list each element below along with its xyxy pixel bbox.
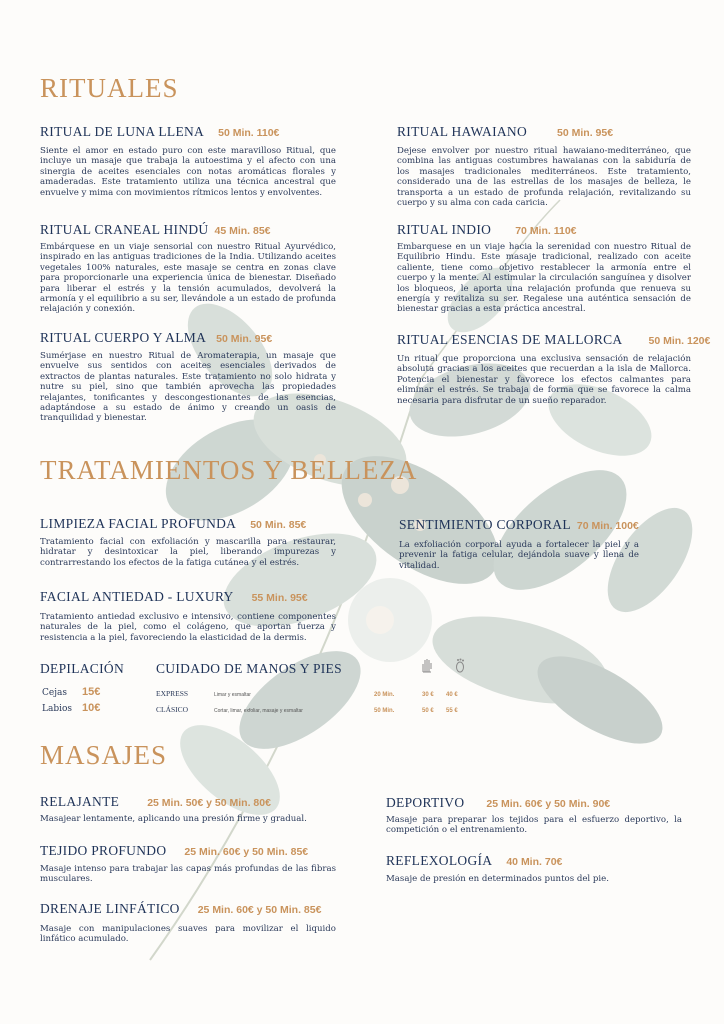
ritual-luna-heading bbox=[40, 121, 279, 140]
drenaje-heading bbox=[40, 898, 321, 917]
ritual-indio-price: 70 Min. 110€ bbox=[515, 225, 577, 237]
antiedad-heading bbox=[40, 586, 308, 605]
drenaje-desc: Masaje con manipulaciones suaves para movilizar el liquido linfático acumulado. bbox=[40, 924, 336, 945]
manos-title: CUIDADO DE MANOS Y PIES bbox=[156, 661, 342, 676]
depilacion-title: DEPILACIÓN bbox=[40, 661, 124, 676]
drenaje-price: 25 Min. 60€ y 50 Min. 85€ bbox=[197, 904, 322, 916]
sentimiento-price: 70 Min. 100€ bbox=[576, 520, 639, 532]
relajante-title: RELAJANTE bbox=[40, 794, 120, 809]
ritual-esencias-desc: Un ritual que proporciona una exclusiva sensación de relajación absoluta gracias a los aceites que recuerdan a la isla de Mallorca. Potencia el bienestar y favorece los efectos calmantes para eliminar el estrés. Se trabaja de forma que se favorece la calma necesaria para disfrutar de un sueño reparador. bbox=[397, 354, 691, 406]
ritual-esencias-price: 50 Min. 120€ bbox=[648, 335, 711, 347]
reflexologia-title: REFLEXOLOGÍA bbox=[386, 853, 493, 868]
rituales-title: RITUALES bbox=[40, 73, 179, 103]
limpieza-desc: Tratamiento facial con exfoliación y mascarilla para restaurar, hidratar y desintoxicar la piel, liberando impurezas y contrarrestando los efectos de la fatiga cutánea y el estrés. bbox=[40, 537, 336, 568]
manos-service-name: EXPRESS bbox=[156, 689, 189, 698]
deportivo-title: DEPORTIVO bbox=[386, 795, 465, 810]
ritual-cuerpo-desc: Sumérjase en nuestro Ritual de Aromaterapia, un masaje que envuelve sus sentidos con aceites esenciales derivados de extractos de plantas naturales. Este tratamiento no solo hidrata y nutre su piel, sino que también aprovecha las propiedades relajantes, tonificantes y descongestionantes de las esencias, adaptándose a su estado de ánimo y creando un oasis de tranquilidad y bienestar. bbox=[40, 351, 336, 424]
ritual-indio-desc: Embarquese en un viaje hacia la serenidad con nuestro Ritual de Equilibrio Hindu. Este masaje tradicional, realizado con aceite caliente, tiene como objetivo restablecer la armonía entre el cuerpo y la mente. Al estimular la circulación sanguínea y disolver los bloqueos, le aporta una relajación profunda que renueva su energía y revitaliza su ser. Regalese una auténtica sensación de bienestar gracias a esta práctica ancestral. bbox=[397, 242, 691, 315]
depilacion-label: Cejas bbox=[42, 688, 67, 698]
deportivo-heading bbox=[386, 792, 610, 811]
sentimiento-heading bbox=[399, 514, 639, 533]
ritual-luna-price: 50 Min. 110€ bbox=[218, 127, 280, 139]
tratamientos-title: TRATAMIENTOS Y BELLEZA bbox=[40, 455, 418, 485]
ritual-hawaiano-title: RITUAL HAWAIANO bbox=[397, 124, 528, 139]
ritual-luna-title: RITUAL DE LUNA LLENA bbox=[40, 124, 205, 139]
manos-feet-price: 40 € bbox=[446, 692, 458, 698]
ritual-luna-desc: Siente el amor en estado puro con este maravilloso Ritual, que incluye un masaje que trabaja la autoestima y el afecto con una sinergia de aceites esenciales con notas aromáticas florales y amaderadas. Este tratamiento utiliza una técnica ancestral que envuelve y mima con movimientos rítmicos lentos y envolventes. bbox=[40, 146, 336, 198]
manos-service-detail: Limar y esmaltar bbox=[214, 692, 251, 698]
ritual-hawaiano-price: 50 Min. 95€ bbox=[557, 127, 614, 139]
ritual-hawaiano-desc: Dejese envolver por nuestro ritual hawaiano-mediterráneo, que combina las antiguas costumbres hawaianas con la sabiduría de los masajes tradicionales mediterráneos. Este tratamiento, considerado una de las estrellas de los masajes de belleza, le transporta a un estado de profunda relajación, revitalizando su cuerpo y su alma con cada caricia. bbox=[397, 146, 691, 209]
ritual-cuerpo-heading bbox=[40, 327, 272, 346]
tejido-desc: Masaje intenso para trabajar las capas más profundas de las fibras musculares. bbox=[40, 864, 336, 885]
depilacion-price: 10€ bbox=[82, 702, 101, 714]
sentimiento-title: SENTIMIENTO CORPORAL bbox=[399, 517, 571, 532]
ritual-indio-title: RITUAL INDIO bbox=[397, 222, 492, 237]
relajante-heading bbox=[40, 791, 271, 810]
manos-service-name: CLÁSICO bbox=[156, 705, 189, 714]
ritual-craneal-title: RITUAL CRANEAL HINDÚ bbox=[40, 222, 209, 237]
manos-feet-price: 55 € bbox=[446, 708, 458, 714]
manos-row bbox=[156, 697, 476, 716]
limpieza-price: 50 Min. 85€ bbox=[250, 519, 307, 531]
manos-hands-price: 30 € bbox=[422, 692, 434, 698]
deportivo-desc: Masaje para preparar los tejidos para el esfuerzo deportivo, la competición o el entrenamiento. bbox=[386, 815, 682, 836]
reflexologia-price: 40 Min. 70€ bbox=[506, 856, 563, 868]
antiedad-title: FACIAL ANTIEDAD - LUXURY bbox=[40, 589, 234, 604]
sentimiento-desc: La exfoliación corporal ayuda a fortalecer la piel y a prevenir la fatiga celular, dejándola suave y llena de vitalidad. bbox=[399, 540, 639, 571]
ritual-cuerpo-price: 50 Min. 95€ bbox=[216, 333, 273, 345]
depilacion-label: Labios bbox=[42, 704, 73, 714]
foot-icon bbox=[454, 657, 466, 673]
reflexologia-heading bbox=[386, 850, 562, 869]
hand-icon bbox=[420, 657, 434, 673]
relajante-price: 25 Min. 50€ y 50 Min. 80€ bbox=[147, 797, 271, 809]
antiedad-desc: Tratamiento antiedad exclusivo e intensivo, contiene componentes naturales de la piel, como el colágeno, que aportan fuerza y resistencia a la piel, favoreciendo la elasticidad de la dermis. bbox=[40, 612, 336, 643]
antiedad-price: 55 Min. 95€ bbox=[251, 592, 308, 604]
manos-service-detail: Cortar, limar, exfoliar, masaje y esmaltar bbox=[214, 708, 303, 714]
ritual-hawaiano-heading bbox=[397, 121, 613, 140]
masajes-title: MASAJES bbox=[40, 740, 168, 770]
ritual-indio-heading bbox=[397, 219, 577, 238]
deportivo-price: 25 Min. 60€ y 50 Min. 90€ bbox=[486, 798, 611, 810]
ritual-craneal-price: 45 Min. 85€ bbox=[214, 225, 271, 237]
limpieza-heading bbox=[40, 513, 306, 532]
manos-hands-price: 50 € bbox=[422, 708, 434, 714]
ritual-craneal-heading bbox=[40, 219, 271, 238]
ritual-cuerpo-title: RITUAL CUERPO Y ALMA bbox=[40, 330, 207, 345]
ritual-esencias-title: RITUAL ESENCIAS DE MALLORCA bbox=[397, 332, 623, 347]
limpieza-title: LIMPIEZA FACIAL PROFUNDA bbox=[40, 516, 237, 531]
tejido-price: 25 Min. 60€ y 50 Min. 85€ bbox=[184, 846, 309, 858]
manos-service-time: 20 Min. bbox=[374, 692, 395, 698]
relajante-desc: Masajear lentamente, aplicando una presión firme y gradual. bbox=[40, 814, 307, 824]
manos-service-time: 50 Min. bbox=[374, 708, 395, 714]
drenaje-title: DRENAJE LINFÁTICO bbox=[40, 901, 180, 916]
depilacion-price: 15€ bbox=[82, 686, 101, 698]
tejido-heading bbox=[40, 840, 308, 859]
ritual-esencias-heading bbox=[397, 329, 710, 348]
depilacion-row bbox=[42, 696, 142, 715]
reflexologia-desc: Masaje de presión en determinados puntos del pie. bbox=[386, 874, 609, 884]
ritual-craneal-desc: Embárquese en un viaje sensorial con nuestro Ritual Ayurvédico, inspirado en las antiguas tradiciones de la India. Utilizando aceites vegetales 100% naturales, este masaje se centra en zonas clave para proporcionarle una experiencia única de bienestar. Diseñado para liberar el estrés y la tensión acumulados, devolverá la armonía y el equilibrio a su ser, llevándole a un estado de profunda relajación y conexión. bbox=[40, 242, 336, 315]
tejido-title: TEJIDO PROFUNDO bbox=[40, 843, 167, 858]
